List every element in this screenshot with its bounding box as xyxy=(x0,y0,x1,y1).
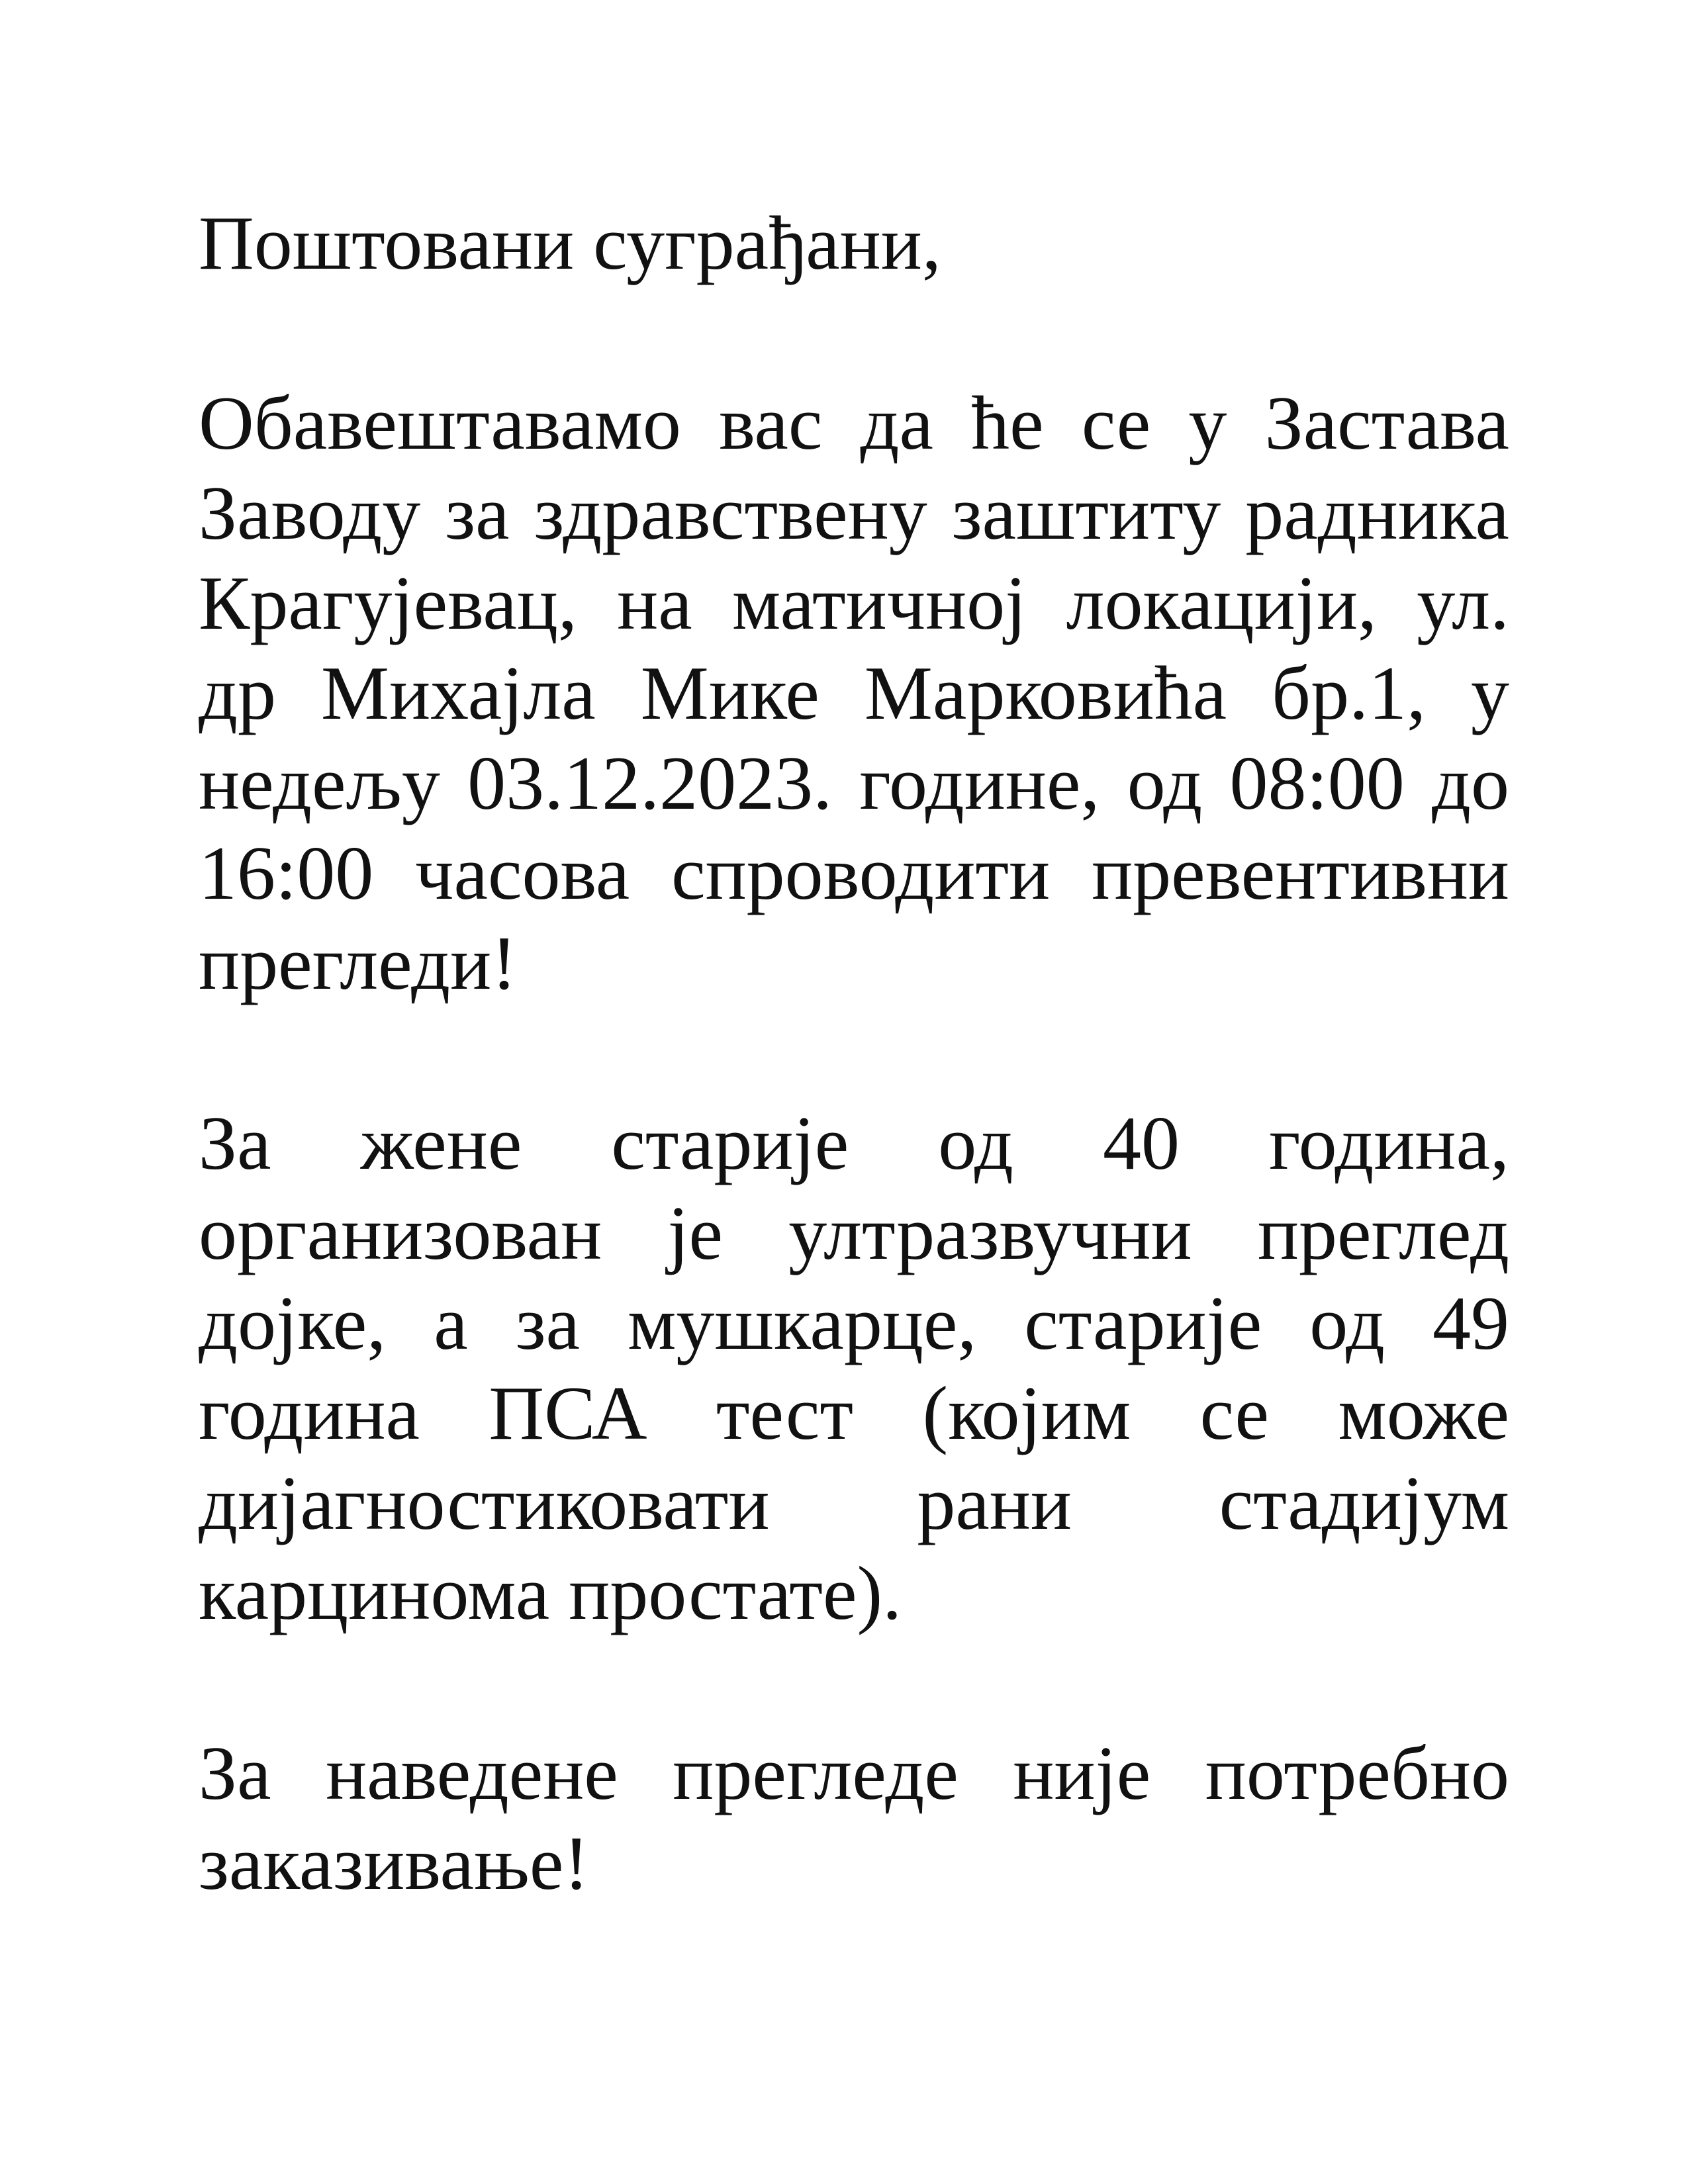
no-appointment-paragraph: За наведене прегледе није потребно заказивање! xyxy=(199,1731,1509,1906)
greeting: Поштовани суграђани, xyxy=(199,201,941,286)
announcement-paragraph: Обавештавамо вас да ће се у Застава Заводу за здравствену заштиту радника Крагујевац, на матичној локацији, ул. др Михајла Мике Марковића бр.1, у недељу 03.12.2023. године, од 08:00 до 16:00 часова спроводити превентивни прегледи! xyxy=(199,381,1509,1006)
notice-body xyxy=(199,199,1509,1909)
screening-details-paragraph: За жене старије од 40 година, организован је ултразвучни преглед дојке, а за мушкарце, старије од 49 година ПСА тест (којим се може дијагностиковати рани стадијум карцинома простате). xyxy=(199,1101,1509,1636)
